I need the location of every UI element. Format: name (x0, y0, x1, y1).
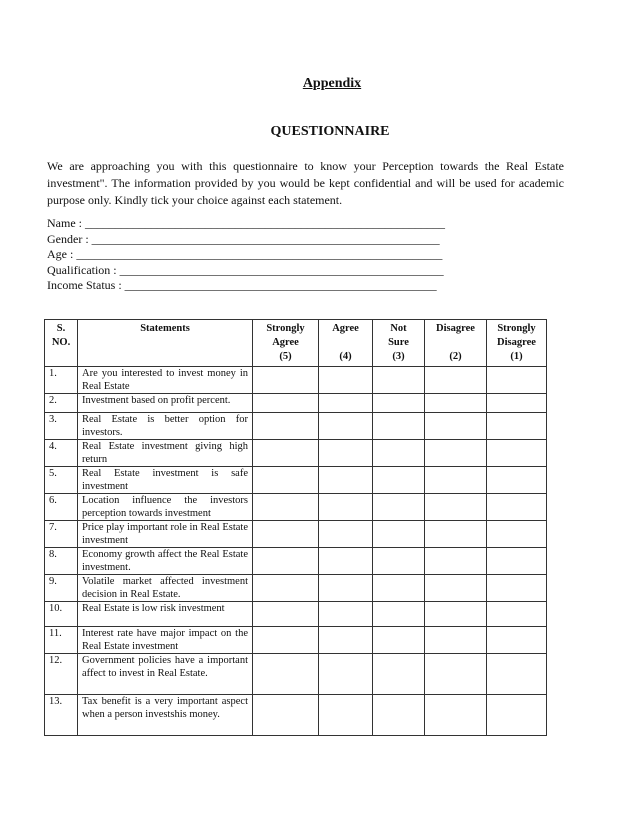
statement-text: Price play important role in Real Estate investment (78, 521, 253, 548)
table-row (45, 494, 547, 521)
intro-paragraph: We are approaching you with this questionnaire to know your Perception towards the Real Estate investment". The information provided by you would be kept confidential and will be used for academic purpose only. Kindly tick your choice against each statement. (47, 159, 564, 207)
appendix-heading: Appendix (302, 76, 362, 91)
choice-cell-agree[interactable] (319, 627, 373, 654)
choice-cell-not-sure[interactable] (373, 627, 425, 654)
choice-cell-agree[interactable] (319, 413, 373, 440)
header-sno: S. NO. (45, 320, 78, 367)
choice-cell-strongly-agree[interactable] (253, 575, 319, 602)
choice-cell-strongly-agree[interactable] (253, 627, 319, 654)
questionnaire-rows (45, 367, 547, 736)
statement-text: Real Estate is low risk investment (78, 602, 253, 627)
header-not-sure: Not Sure (3) (373, 320, 425, 367)
header-disagree: Disagree (2) (425, 320, 487, 367)
statement-text: Are you interested to invest money in Real Estate (78, 367, 253, 394)
statement-text: Government policies have a important affect to invest in Real Estate. (78, 654, 253, 695)
choice-cell-strongly-disagree[interactable] (487, 367, 547, 394)
row-number: 1. (45, 367, 78, 394)
table-row (45, 548, 547, 575)
table-row (45, 367, 547, 394)
choice-cell-agree[interactable] (319, 440, 373, 467)
statement-text: Real Estate is better option for investors. (78, 413, 253, 440)
choice-cell-strongly-disagree[interactable] (487, 695, 547, 736)
choice-cell-agree[interactable] (319, 467, 373, 494)
choice-cell-agree[interactable] (319, 695, 373, 736)
row-number: 8. (45, 548, 78, 575)
statement-text: Real Estate investment is safe investment (78, 467, 253, 494)
choice-cell-strongly-agree[interactable] (253, 548, 319, 575)
choice-cell-disagree[interactable] (425, 627, 487, 654)
table-row (45, 654, 547, 695)
row-number: 12. (45, 654, 78, 695)
choice-cell-strongly-agree[interactable] (253, 602, 319, 627)
table-header-row (45, 320, 547, 367)
choice-cell-not-sure[interactable] (373, 548, 425, 575)
table-row (45, 440, 547, 467)
choice-cell-strongly-disagree[interactable] (487, 575, 547, 602)
gender-field[interactable]: Gender : __________________________________________________________ (47, 231, 440, 246)
choice-cell-disagree[interactable] (425, 575, 487, 602)
choice-cell-not-sure[interactable] (373, 413, 425, 440)
header-statements: Statements (78, 320, 253, 367)
choice-cell-not-sure[interactable] (373, 575, 425, 602)
choice-cell-agree[interactable] (319, 494, 373, 521)
table-row (45, 521, 547, 548)
choice-cell-agree[interactable] (319, 548, 373, 575)
statement-text: Interest rate have major impact on the Real Estate investment (78, 627, 253, 654)
choice-cell-not-sure[interactable] (373, 695, 425, 736)
statement-text: Economy growth affect the Real Estate investment. (78, 548, 253, 575)
choice-cell-not-sure[interactable] (373, 602, 425, 627)
choice-cell-not-sure[interactable] (373, 494, 425, 521)
table-row (45, 575, 547, 602)
choice-cell-strongly-agree[interactable] (253, 494, 319, 521)
choice-cell-strongly-agree[interactable] (253, 367, 319, 394)
statement-text: Tax benefit is a very important aspect when a person investshis money. (78, 695, 253, 736)
choice-cell-strongly-agree[interactable] (253, 654, 319, 695)
row-number: 11. (45, 627, 78, 654)
choice-cell-strongly-agree[interactable] (253, 521, 319, 548)
statement-text: Investment based on profit percent. (78, 394, 253, 413)
table-row (45, 602, 547, 627)
choice-cell-strongly-disagree[interactable] (487, 602, 547, 627)
choice-cell-strongly-disagree[interactable] (487, 394, 547, 413)
statement-text: Volatile market affected investment decision in Real Estate. (78, 575, 253, 602)
statement-text: Real Estate investment giving high return (78, 440, 253, 467)
choice-cell-strongly-disagree[interactable] (487, 521, 547, 548)
choice-cell-not-sure[interactable] (373, 440, 425, 467)
choice-cell-not-sure[interactable] (373, 654, 425, 695)
header-strongly-disagree: Strongly Disagree (1) (487, 320, 547, 367)
choice-cell-not-sure[interactable] (373, 394, 425, 413)
row-number: 7. (45, 521, 78, 548)
table-row (45, 467, 547, 494)
income-status-field[interactable]: Income Status : ____________________________________________________ (47, 278, 437, 292)
choice-cell-strongly-agree[interactable] (253, 695, 319, 736)
choice-cell-disagree[interactable] (425, 494, 487, 521)
choice-cell-strongly-agree[interactable] (253, 467, 319, 494)
choice-cell-disagree[interactable] (425, 602, 487, 627)
respondent-fields (47, 216, 445, 294)
row-number: 3. (45, 413, 78, 440)
choice-cell-agree[interactable] (319, 394, 373, 413)
choice-cell-not-sure[interactable] (373, 367, 425, 394)
header-strongly-agree: Strongly Agree (5) (253, 320, 319, 367)
choice-cell-agree[interactable] (319, 602, 373, 627)
choice-cell-disagree[interactable] (425, 654, 487, 695)
choice-cell-strongly-disagree[interactable] (487, 494, 547, 521)
choice-cell-strongly-disagree[interactable] (487, 548, 547, 575)
row-number: 9. (45, 575, 78, 602)
choice-cell-disagree[interactable] (425, 467, 487, 494)
choice-cell-strongly-disagree[interactable] (487, 413, 547, 440)
choice-cell-agree[interactable] (319, 654, 373, 695)
header-agree: Agree (4) (319, 320, 373, 367)
statement-text: Location influence the investors perception towards investment (78, 494, 253, 521)
choice-cell-not-sure[interactable] (373, 467, 425, 494)
choice-cell-disagree[interactable] (425, 394, 487, 413)
choice-cell-disagree[interactable] (425, 521, 487, 548)
questionnaire-title: QUESTIONNAIRE (270, 124, 390, 139)
table-row (45, 394, 547, 413)
table-row (45, 695, 547, 736)
choice-cell-strongly-agree[interactable] (253, 394, 319, 413)
choice-cell-agree[interactable] (319, 367, 373, 394)
questionnaire-table (44, 319, 547, 736)
qualification-field[interactable]: Qualification : ______________________________________________________ (47, 262, 444, 277)
choice-cell-strongly-disagree[interactable] (487, 440, 547, 467)
choice-cell-disagree[interactable] (425, 413, 487, 440)
row-number: 13. (45, 695, 78, 736)
choice-cell-not-sure[interactable] (373, 521, 425, 548)
choice-cell-strongly-disagree[interactable] (487, 654, 547, 695)
choice-cell-strongly-agree[interactable] (253, 440, 319, 467)
choice-cell-disagree[interactable] (425, 440, 487, 467)
choice-cell-disagree[interactable] (425, 695, 487, 736)
row-number: 6. (45, 494, 78, 521)
choice-cell-disagree[interactable] (425, 367, 487, 394)
row-number: 10. (45, 602, 78, 627)
row-number: 5. (45, 467, 78, 494)
choice-cell-strongly-disagree[interactable] (487, 467, 547, 494)
choice-cell-agree[interactable] (319, 521, 373, 548)
choice-cell-strongly-agree[interactable] (253, 413, 319, 440)
name-field[interactable]: Name : ____________________________________________________________ (47, 216, 445, 230)
row-number: 4. (45, 440, 78, 467)
table-row (45, 413, 547, 440)
row-number: 2. (45, 394, 78, 413)
age-field[interactable]: Age : _____________________________________________________________ (47, 247, 443, 261)
table-row (45, 627, 547, 654)
choice-cell-agree[interactable] (319, 575, 373, 602)
choice-cell-disagree[interactable] (425, 548, 487, 575)
choice-cell-strongly-disagree[interactable] (487, 627, 547, 654)
